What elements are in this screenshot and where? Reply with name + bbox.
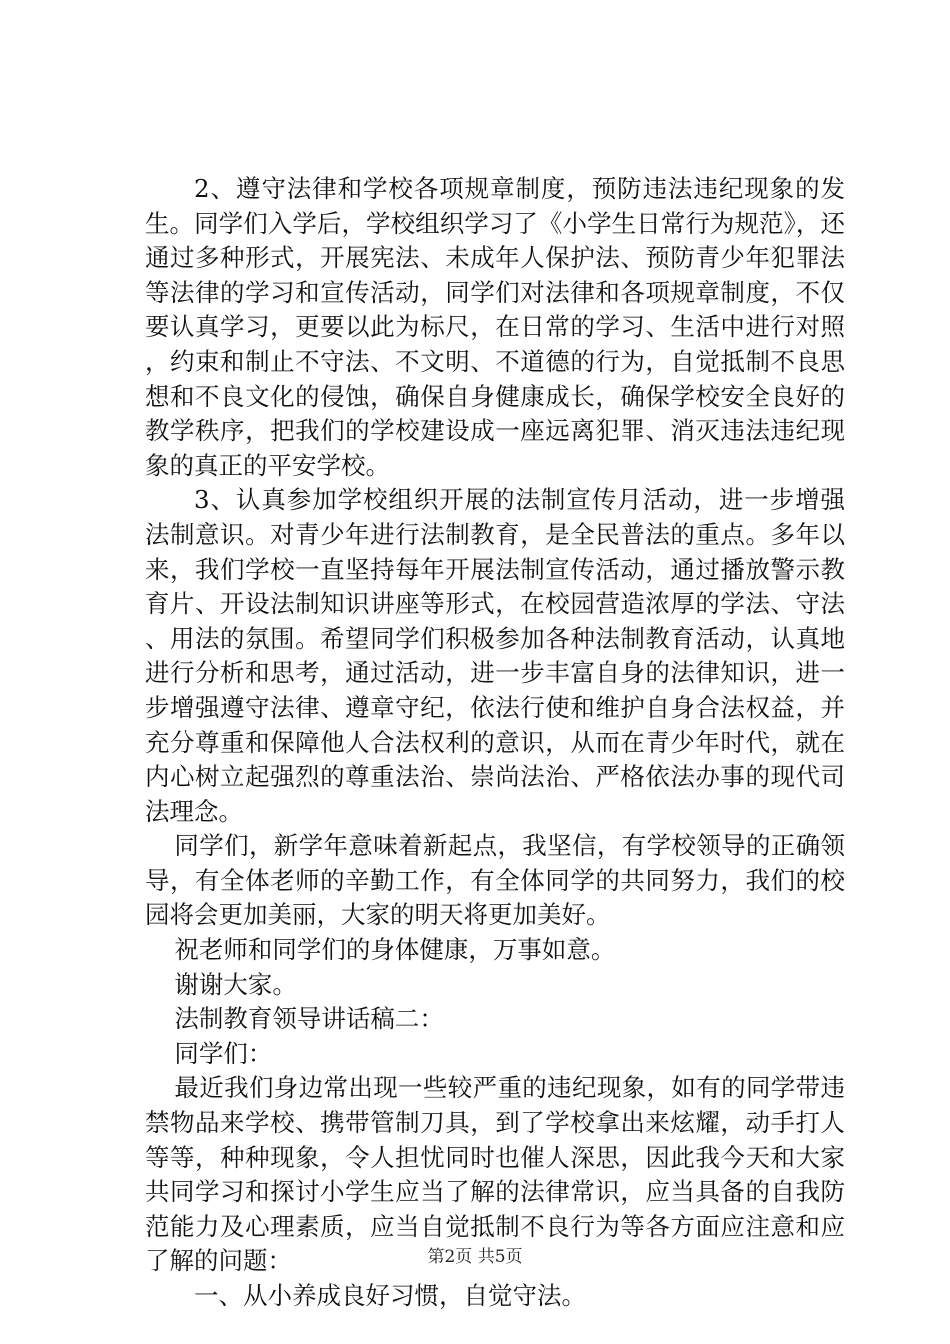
paragraph-wishes: 祝老师和同学们的身体健康，万事如意。: [174, 935, 616, 965]
paragraph-new-semester: 同学们，新学年意味着新起点，我坚信，有学校领导的正确领导，有全体老师的辛勤工作，有全体同学的共同努力，我们的校园将会更加美丽，大家的明天将更加美好。: [145, 831, 845, 930]
paragraph-discipline-issues: 最近我们身边常出现一些较严重的违纪现象，如有的同学带违禁物品来学校、携带管制刀具，到了学校拿出来炫耀，动手打人等等，种种现象，令人担忧同时也催人深思，因此我今天和大家共同学习和探讨小学生应当了解的法律常识，应当具备的自我防范能力及心理素质，应当自觉抵制不良行为等各方面应注意和应了解的问题：: [145, 1073, 845, 1276]
section-heading-speech-two: 法制教育领导讲话稿二：: [174, 1004, 444, 1034]
paragraph-thanks: 谢谢大家。: [174, 969, 297, 999]
paragraph-rules-compliance: 2、遵守法律和学校各项规章制度，预防违法违纪现象的发生。同学们入学后，学校组织学习了《小学生日常行为规范》，还通过多种形式，开展宪法、未成年人保护法、预防青少年犯罪法等法律的学习和宣传活动，同学们对法律和各项规章制度，不仅要认真学习，更要以此为标尺，在日常的学习、生活中进行对照，约束和制止不守法、不文明、不道德的行为，自觉抵制不良思想和不良文化的侵蚀，确保自身健康成长，确保学校安全良好的教学秩序，把我们的学校建设成一座远离犯罪、消灭违法违纪现象的真正的平安学校。: [145, 174, 845, 480]
paragraph-point-one: 一、从小养成良好习惯，自觉守法。: [194, 1281, 586, 1310]
page-number-footer: 第2页 共5页: [427, 1247, 523, 1267]
paragraph-greeting: 同学们：: [174, 1038, 273, 1068]
document-body: [145, 172, 845, 1314]
paragraph-legal-awareness: 3、认真参加学校组织开展的法制宣传月活动，进一步增强法制意识。对青少年进行法制教育，是全民普法的重点。多年以来，我们学校一直坚持每年开展法制宣传活动，通过播放警示教育片、开设法制知识讲座等形式，在校园营造浓厚的学法、守法、用法的氛围。希望同学们积极参加各种法制教育活动，认真地进行分析和思考，通过活动，进一步丰富自身的法律知识，进一步增强遵守法律、遵章守纪，依法行使和维护自身合法权益，并充分尊重和保障他人合法权利的意识，从而在青少年时代，就在内心树立起强烈的尊重法治、崇尚法治、严格依法办事的现代司法理念。: [145, 485, 845, 826]
